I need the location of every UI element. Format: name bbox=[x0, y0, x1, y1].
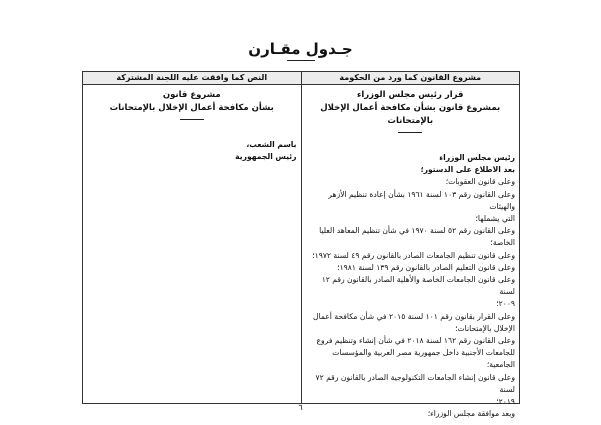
comparison-table bbox=[82, 71, 520, 419]
committee-line1: باسم الشعب، bbox=[246, 140, 297, 149]
header-government: مشروع القانون كما ورد من الحكومة bbox=[301, 72, 520, 85]
preamble-line: وعلى القانون رقم ١٠٣ لسنة ١٩٦١ بشأن إعادة تنظيم الأزهر والهيئات bbox=[328, 189, 515, 211]
government-heading-line1: قرار رئيس مجلس الوزراء bbox=[357, 90, 464, 100]
preamble-line: وبعد موافقة مجلس الوزراء؛ bbox=[427, 409, 515, 419]
page-title: جـدول مقـارن bbox=[248, 40, 353, 58]
title-underline bbox=[287, 60, 315, 61]
committee-heading-line1: مشروع قانون bbox=[162, 90, 221, 100]
preamble-line: وعلى قانون إنشاء الجامعات التكنولوجية الصادر بالقانون رقم ٧٢ لسنة bbox=[315, 372, 515, 394]
government-heading-rule bbox=[398, 132, 422, 133]
table-header-row bbox=[83, 72, 520, 85]
preamble-line: وعلى قانون الجامعات الخاصة والأهلية الصادر بالقانون رقم ١٢ لسنة bbox=[321, 275, 515, 297]
committee-body bbox=[83, 139, 301, 163]
table-body-row bbox=[83, 85, 520, 404]
government-addressee: رئيس مجلس الوزراء bbox=[439, 153, 515, 162]
preamble-line: وعلى القانون رقم ٥٢ لسنة ١٩٧٠ في شأن تنظيم المعاهد العليا الخاصة؛ bbox=[319, 226, 515, 248]
government-preamble-lead: بعد الاطلاع على الدستور؛ bbox=[420, 165, 515, 175]
preamble-line: للجامعات الأجنبية داخل جمهورية مصر العربية والمؤسسات الجامعية؛ bbox=[332, 348, 515, 370]
header-committee: النص كما وافقت عليه اللجنة المشتركة bbox=[83, 72, 302, 85]
government-heading-line2: بمشروع قانون بشأن مكافحة أعمال الإخلال بالإمتحانات bbox=[320, 103, 501, 126]
preamble-line: وعلى القانون رقم ١٦٢ لسنة ٢٠١٨ في شأن إنشاء وتنظيم فروع bbox=[316, 336, 515, 346]
preamble-line: وعلى قانون تنظيم الجامعات الصادر بالقانون رقم ٤٩ لسنة ١٩٧٢؛ bbox=[312, 250, 515, 260]
preamble-line: ٢٠١٩؛ bbox=[496, 397, 515, 407]
government-body bbox=[302, 152, 520, 420]
committee-line2: رئيس الجمهورية bbox=[235, 152, 297, 162]
preamble-line: وعلى القرار بقانون رقم ١٠١ لسنة ٢٠١٥ في شأن مكافحة أعمال bbox=[313, 311, 515, 321]
preamble-line: التي يشملها؛ bbox=[475, 214, 515, 224]
preamble-line: وعلى قانون التعليم الصادر بالقانون رقم ١٣٩ لسنة ١٩٨١؛ bbox=[337, 262, 515, 272]
page-number: ٦ bbox=[298, 403, 303, 412]
preamble-line: ٢٠٠٩؛ bbox=[496, 299, 515, 309]
government-heading bbox=[302, 85, 520, 128]
committee-heading-rule bbox=[180, 119, 204, 120]
committee-heading-line2: بشأن مكافحة أعمال الإخلال بالإمتحانات bbox=[109, 103, 274, 113]
committee-cell bbox=[83, 85, 302, 404]
preamble-line: الإخلال بالإمتحانات؛ bbox=[455, 323, 515, 333]
committee-heading bbox=[83, 85, 301, 115]
government-cell bbox=[301, 85, 520, 419]
preamble-line: وعلى قانون العقوبات؛ bbox=[445, 177, 515, 187]
